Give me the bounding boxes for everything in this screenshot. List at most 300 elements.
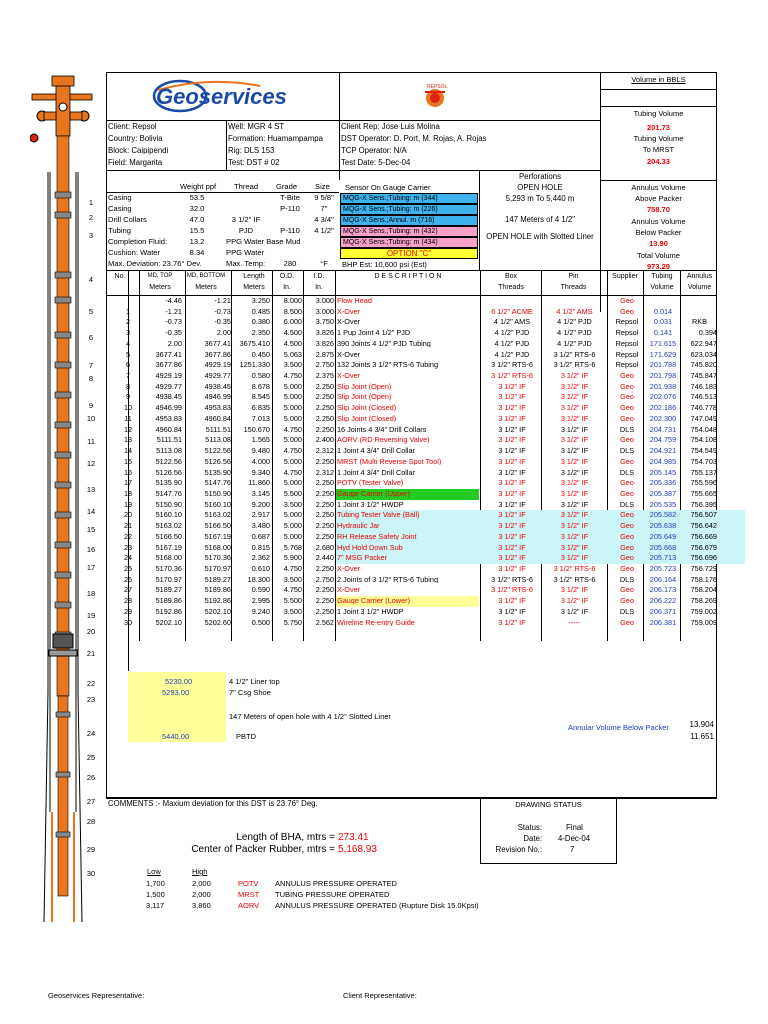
cell-bot: 4929.77 [204, 372, 231, 380]
cell-len: 2.917 [251, 511, 270, 519]
cell-sup: Geo [620, 543, 634, 551]
cell-top: 4929.77 [155, 382, 182, 391]
cell-box: 3 1/2" RTS-6 [491, 586, 533, 594]
cell-no: 1 [125, 307, 131, 316]
cell-id: 2.250 [315, 522, 334, 530]
col-bottom-unit: Meters [195, 284, 217, 291]
cell-av: 745.820 [690, 361, 717, 369]
cell-pin: 3 1/2" IF [560, 532, 589, 541]
casing-size: 4 1/2" [314, 226, 334, 235]
cell-tv: 205.336 [649, 479, 677, 487]
table-header [106, 271, 717, 295]
divider [106, 192, 339, 193]
cell-pin: 4 1/2" PJD [557, 318, 592, 326]
cell-box: 4 1/2" PJD [494, 329, 530, 337]
cell-av: 756.507 [690, 511, 717, 519]
status-label: Status: [517, 823, 542, 832]
cell-tv: 206.222 [649, 597, 677, 605]
cell-sup: Geo [620, 554, 634, 562]
cell-bot: 4938.45 [204, 382, 231, 391]
pressure-tool: AORV [238, 901, 260, 910]
cell-no: 5 [125, 350, 131, 358]
cell-id: 2.875 [315, 350, 334, 358]
cell-id: 2.250 [315, 382, 334, 391]
casing-thread: PPG Water Base Mud [226, 237, 301, 246]
cell-pin: 4 1/2" PJD [557, 339, 592, 348]
cell-sup: Geo [620, 414, 634, 423]
cell-desc: Slip Joint (Open) [337, 382, 392, 391]
cell-box: 3 1/2" IF [498, 382, 526, 391]
cell-no: 9 [125, 393, 131, 401]
table-row [107, 468, 717, 479]
cell-box: 3 1/2" IF [498, 522, 526, 530]
cell-sup: Geo [620, 297, 634, 305]
cell-pin: 3 1/2" IF [560, 436, 589, 444]
casing-size: °F [320, 259, 328, 268]
tubing-volume-value: 201.73 [647, 123, 670, 132]
side-number: 6 [88, 333, 94, 342]
cell-od: 5.900 [283, 554, 302, 562]
cell-av: RKB [691, 318, 707, 326]
table-row [107, 478, 717, 489]
cell-tv: 206.381 [649, 618, 677, 626]
cell-len: 8.678 [251, 382, 270, 391]
cell-desc: POTV (Tester Valve) [337, 479, 404, 487]
cell-av: 754.703 [690, 457, 717, 466]
cell-box: 3 1/2" IF [498, 393, 526, 401]
cell-id: 2.250 [315, 479, 334, 487]
cell-len: 0.580 [251, 372, 270, 380]
cell-av: 754.549 [690, 447, 717, 455]
status-value: Final [566, 823, 583, 832]
cell-id: 2.250 [315, 457, 334, 466]
cell-od: 8.000 [283, 297, 302, 305]
cell-av: 759.009 [690, 618, 717, 626]
cell-sup: Geo [620, 565, 634, 573]
cell-len: 2.350 [251, 329, 270, 337]
annulus-below-label: Annulus Volume [631, 217, 686, 226]
cell-desc: Hyd Hold Down Sub [337, 543, 403, 551]
cell-av: 622.947 [690, 339, 717, 348]
cell-desc: Gauge Carrier (Lower) [337, 597, 410, 605]
col-od: O.D. [279, 273, 295, 280]
dst-operator-label: DST Operator: D. Port, M. Rojas, A. Rojas [341, 134, 487, 143]
cell-od: 4.750 [283, 468, 302, 476]
col-tubing: Tubing [651, 273, 673, 280]
cell-desc: 1 Pup Joint 4 1/2" PJD [337, 329, 411, 337]
tubing-volume-mrst-value: 204.33 [647, 157, 670, 166]
cell-desc: MRST (Multi Reverse Spot Tool) [337, 457, 442, 466]
cell-id: 2.250 [315, 404, 334, 412]
cell-tv: 206.164 [649, 575, 677, 584]
table-row [107, 382, 717, 393]
svg-text:REPSOL: REPSOL [427, 84, 448, 90]
cell-len: 1.565 [251, 436, 270, 444]
cell-top: 5202.10 [155, 618, 182, 626]
cell-desc: 1 Joint 3 1/2" HWDP [337, 500, 404, 508]
bha-length-label: Length of BHA, mtrs = [236, 832, 335, 843]
table-row [107, 553, 717, 564]
side-number: 9 [88, 401, 94, 410]
cell-len: 0.687 [251, 532, 270, 541]
cell-top: 3677.41 [155, 350, 182, 358]
cell-pin: 3 1/2" RTS-6 [553, 361, 596, 369]
formation-label: Formation: Huamampampa [228, 134, 323, 143]
csg-shoe-label: 7" Csg Shoe [229, 688, 271, 697]
cell-len: 3.250 [251, 297, 270, 305]
cell-tv: 204.985 [649, 457, 677, 466]
cell-od: 5.000 [283, 382, 302, 391]
cell-top: 3677.86 [155, 361, 182, 369]
annular-volume-value-2: 11.651 [690, 732, 714, 741]
cell-id: 2.562 [315, 618, 334, 626]
cell-top: 5167.19 [155, 543, 182, 551]
tubing-volume-mrst-label-2: To MRST [642, 145, 675, 154]
cell-av: 623.034 [690, 350, 717, 358]
cell-tv: 206.371 [649, 607, 677, 616]
cell-no: 12 [123, 425, 133, 433]
cell-tv: 201.798 [649, 372, 677, 380]
cell-desc: X-Over [337, 372, 361, 380]
cell-box: 3 1/2" IF [498, 457, 526, 466]
table-row [107, 618, 717, 629]
cell-av: 745.847 [690, 372, 717, 380]
bhp-label: BHP Est: 10,600 psi (Est) [342, 260, 427, 269]
cell-box: 3 1/2" IF [498, 425, 526, 433]
table-row [107, 575, 717, 586]
wellbore-part [49, 650, 77, 656]
cell-bot: 5202.60 [204, 618, 231, 626]
sensor-item: MQG-X Sens.;Tubing: m (344) [340, 193, 478, 204]
table-row [107, 543, 717, 554]
cell-bot: 5160.10 [204, 500, 231, 508]
cell-av: 755.137 [690, 468, 717, 476]
cell-pin: ----- [568, 618, 581, 626]
annular-volume-label: Annular Volume Below Packer [568, 723, 669, 732]
cell-id: 2.250 [315, 425, 334, 433]
cell-tv: 205.582 [649, 511, 677, 519]
cell-id: 3.750 [315, 318, 334, 326]
cell-sup: Geo [620, 307, 634, 316]
col-od-unit: In. [283, 284, 291, 291]
cell-desc: Wireline Re-entry Guide [337, 618, 415, 626]
cell-od: 6.000 [283, 318, 302, 326]
wellbore-part [59, 103, 67, 111]
cell-no: 28 [123, 597, 133, 605]
table-row [107, 564, 717, 575]
perforation-range: 5,293 m To 5,440 m [505, 194, 575, 203]
cell-no: 22 [123, 532, 133, 541]
pressure-low: 1,500 [146, 890, 165, 899]
col-top: MD, TOP [147, 273, 173, 279]
cell-id: 2.400 [315, 436, 334, 444]
cell-sup: DLS [619, 468, 635, 476]
cell-av: 758.176 [690, 575, 717, 584]
col-box: Box [504, 273, 518, 280]
cell-sup: Geo [620, 586, 634, 594]
side-number: 25 [86, 753, 96, 762]
table-row [107, 521, 717, 532]
high-header: High [192, 867, 208, 876]
pressure-tool: MRST [238, 890, 260, 899]
side-number: 28 [86, 817, 96, 826]
cell-od: 5.500 [283, 489, 302, 498]
cell-len: 150.670 [243, 425, 270, 433]
side-number: 23 [86, 695, 96, 704]
cell-no: 15 [123, 457, 133, 466]
cell-top: -0.35 [165, 329, 182, 337]
wellbore-part [55, 422, 71, 428]
cell-id: 2.250 [315, 500, 334, 508]
casing-grade: P-110 [280, 226, 300, 235]
side-number: 11 [87, 437, 95, 446]
col-no: No. [114, 273, 126, 280]
cell-av: 755.596 [690, 479, 717, 487]
table-row [107, 607, 717, 618]
wellbore-part [70, 112, 82, 120]
pbtd-label: PBTD [236, 732, 257, 741]
wellbore-part [55, 297, 71, 303]
side-number: 8 [88, 374, 94, 383]
side-number: 19 [86, 611, 96, 620]
cell-desc: 1 Joint 4 3/4" Drill Collar [337, 468, 416, 476]
cell-box: 4 1/2" AMS [493, 318, 531, 326]
cell-pin: 3 1/2" IF [560, 372, 589, 380]
cell-av: 756.729 [690, 565, 717, 573]
cell-id: 2.250 [315, 586, 334, 594]
side-number: 24 [86, 729, 96, 738]
col-id-unit: In. [315, 284, 323, 291]
cell-len: 9.480 [251, 447, 270, 455]
size-header: Size [315, 182, 330, 191]
cell-tv: 204.731 [649, 425, 677, 433]
cell-od: 8.500 [283, 307, 302, 316]
cell-pin: 4 1/2" AMS [556, 307, 593, 316]
cell-tv: 204.921 [649, 447, 677, 455]
wellbore-part [55, 272, 71, 278]
casing-grade: 280 [283, 259, 297, 268]
csg-shoe-value: 5293.00 [162, 688, 190, 697]
cell-pin: 3 1/2" RTS-6 [553, 350, 596, 358]
cell-len: 7.013 [251, 414, 270, 423]
wellbore-part [55, 452, 71, 458]
cell-av: 759.002 [690, 607, 717, 616]
cell-sup: Geo [620, 382, 634, 391]
annular-volume-value-1: 13.904 [689, 720, 714, 729]
casing-row [106, 237, 338, 248]
cell-no: 11 [124, 414, 132, 423]
col-pin: Pin [568, 273, 579, 280]
cell-od: 5.000 [283, 404, 302, 412]
side-number: 1 [88, 198, 94, 207]
side-number: 10 [86, 414, 96, 423]
sensor-header: Sensor On Gauge Carrier [345, 183, 431, 192]
cell-top: 5113.08 [156, 447, 182, 455]
cell-av: 756.679 [690, 543, 717, 551]
cell-box: 3 1/2" IF [498, 436, 526, 444]
table-row [107, 585, 717, 596]
cell-box: 3 1/2" IF [498, 479, 526, 487]
cell-len: 11.860 [248, 479, 270, 487]
cell-bot: -0.35 [214, 318, 231, 326]
country-label: Country: Bolivia [108, 134, 163, 143]
casing-weight: 32.0 [189, 204, 205, 213]
cell-box: 3 1/2" IF [498, 532, 526, 541]
cell-id: 2.750 [315, 361, 334, 369]
perforation-meters: 147 Meters of 4 1/2" [505, 215, 575, 224]
cell-bot: 5122.56 [204, 447, 231, 455]
cell-desc: 16 Joints 4 3/4" Drill Collars [337, 425, 427, 433]
side-number: 17 [86, 563, 96, 572]
svg-text:Geoservices: Geoservices [156, 84, 287, 109]
cell-sup: Geo [620, 404, 634, 412]
cell-box: 3 1/2" IF [498, 543, 526, 551]
cell-bot: 5126.56 [204, 457, 231, 466]
cell-av: 756.642 [690, 522, 717, 530]
geoservices-logo [150, 76, 300, 114]
cell-bot: -1.21 [214, 297, 231, 305]
cell-sup: Repsol [615, 350, 639, 358]
side-number: 26 [86, 773, 96, 782]
cell-top: 5189.27 [155, 586, 182, 594]
cell-box: 3 1/2" IF [498, 597, 526, 605]
cell-box: 3 1/2" IF [498, 618, 526, 626]
cell-od: 3.500 [283, 361, 302, 369]
cell-tv: 206.173 [649, 586, 677, 594]
cell-bot: 5168.00 [204, 543, 231, 551]
cell-no: 24 [123, 554, 133, 562]
side-number: 20 [86, 627, 96, 636]
casing-name: Max. Deviation: 23.76° Dev. [108, 259, 202, 268]
sensor-item: MQG-X Sens.;Annul. m (716) [340, 215, 478, 226]
side-number: 16 [86, 545, 96, 554]
cell-sup: Geo [620, 489, 634, 498]
casing-thread: PJD [238, 226, 254, 235]
cell-bot: 5135.90 [204, 468, 231, 476]
pressure-low: 3,117 [146, 901, 165, 910]
info-block [106, 121, 600, 169]
cell-top: 4929.19 [155, 372, 182, 380]
cell-no: 20 [123, 511, 133, 519]
table-row [107, 360, 717, 371]
side-number: 5 [88, 307, 94, 316]
cell-od: 5.000 [283, 479, 302, 487]
cell-id: 2.250 [315, 607, 334, 616]
open-hole-label: OPEN HOLE [517, 183, 563, 192]
cell-top: 5189.86 [155, 597, 182, 605]
cell-bot: 5113.08 [205, 436, 231, 444]
wellbore-part [55, 362, 71, 368]
casing-thread: Max. Temp: [226, 259, 266, 268]
cell-bot: 5189.27 [204, 575, 231, 584]
cell-box: 3 1/2" IF [498, 447, 526, 455]
cell-od: 5.000 [283, 457, 302, 466]
wellbore-part [44, 112, 56, 120]
pressure-low: 1,700 [146, 879, 165, 888]
wellbore-part [55, 602, 71, 608]
table-row [107, 403, 717, 414]
side-number: 13 [86, 485, 96, 494]
cell-tv: 205.723 [649, 565, 677, 573]
client-rep-label: Client Rep: Jose Luis Molina [341, 122, 440, 131]
cell-box: 3 1/2" IF [498, 607, 526, 616]
client-label: Client: Repsol [108, 122, 157, 131]
cell-bot: 5202.10 [204, 607, 231, 616]
table-row [107, 350, 717, 361]
casing-weight: 8.34 [189, 248, 205, 257]
cell-box: 6 1/2" ACME [491, 307, 533, 316]
casing-name: Completion Fluid: [108, 237, 168, 246]
client-rep-signature: Client Representative: [343, 991, 417, 1000]
cell-len: 4.000 [251, 457, 270, 466]
cell-bot: 5163.02 [204, 511, 231, 519]
cell-tv: 205.145 [649, 468, 677, 476]
cell-tv: 205.387 [649, 489, 677, 498]
cell-od: 3.500 [283, 607, 302, 616]
cell-no: 10 [123, 404, 133, 412]
annulus-above-value: 758.70 [647, 205, 670, 214]
date-value: 4-Dec-04 [558, 834, 591, 843]
comments-label: COMMENTS :- Maxium deviation for this DST is 23.76° Deg. [108, 799, 318, 808]
cell-desc: 132 Joints 3 1/2" RTS-6 Tubing [337, 361, 439, 369]
perforations-title: Perforations [518, 172, 562, 181]
cell-av: 756.395 [690, 500, 717, 508]
cell-av: 746.513 [690, 393, 717, 401]
test-date-label: Test Date: 5-Dec-04 [341, 158, 411, 167]
wellbore-part [55, 332, 71, 338]
cell-od: 5.063 [283, 350, 302, 358]
cell-sup: DLS [619, 425, 635, 433]
cell-id: 3.826 [315, 329, 334, 337]
cell-pin: 3 1/2" IF [560, 468, 589, 476]
cell-no: 23 [123, 543, 133, 551]
drawing-status-title: DRAWING STATUS [515, 800, 582, 809]
cell-pin: 3 1/2" RTS-6 [553, 565, 596, 573]
casing-thread: PPG Water [226, 248, 265, 257]
cell-desc: 7" MSG Packer [337, 554, 388, 562]
cell-desc: Slip Joint (Closed) [337, 404, 397, 412]
annulus-below-label-2: Below Packer [635, 228, 682, 237]
table-row [107, 371, 717, 382]
cell-pin: 3 1/2" IF [560, 597, 589, 605]
cell-desc: Slip Joint (Open) [337, 393, 392, 401]
cell-od: 5.000 [283, 414, 302, 423]
packer-center-value: 5,168.93 [338, 844, 377, 855]
col-box-unit: Threads [498, 284, 524, 291]
cell-sup: Geo [620, 597, 634, 605]
cell-od: 4.750 [283, 565, 302, 573]
casing-row [106, 204, 338, 215]
cell-pin: 3 1/2" IF [560, 500, 589, 508]
cell-tv: 204.759 [649, 436, 677, 444]
cell-box: 3 1/2" RTS-6 [491, 575, 533, 584]
divider [600, 106, 717, 107]
revision-label: Revision No.: [495, 845, 542, 854]
cell-desc: AORV (RD Reversing Valve) [337, 436, 430, 444]
cell-bot: 5150.90 [204, 489, 231, 498]
cell-sup: Geo [620, 457, 634, 466]
wellbore-part [55, 392, 71, 398]
cell-top: 5147.76 [155, 489, 182, 498]
cell-od: 4.750 [283, 372, 302, 380]
cell-id: 2.250 [315, 393, 334, 401]
table-row [107, 307, 717, 318]
cell-desc: 390 Joints 4 1/2" PJD Tubing [337, 339, 431, 348]
cell-pin: 3 1/2" IF [560, 511, 589, 519]
cell-sup: Geo [620, 618, 634, 626]
wellbore-part [55, 192, 71, 198]
cell-no: 3 [125, 329, 131, 337]
